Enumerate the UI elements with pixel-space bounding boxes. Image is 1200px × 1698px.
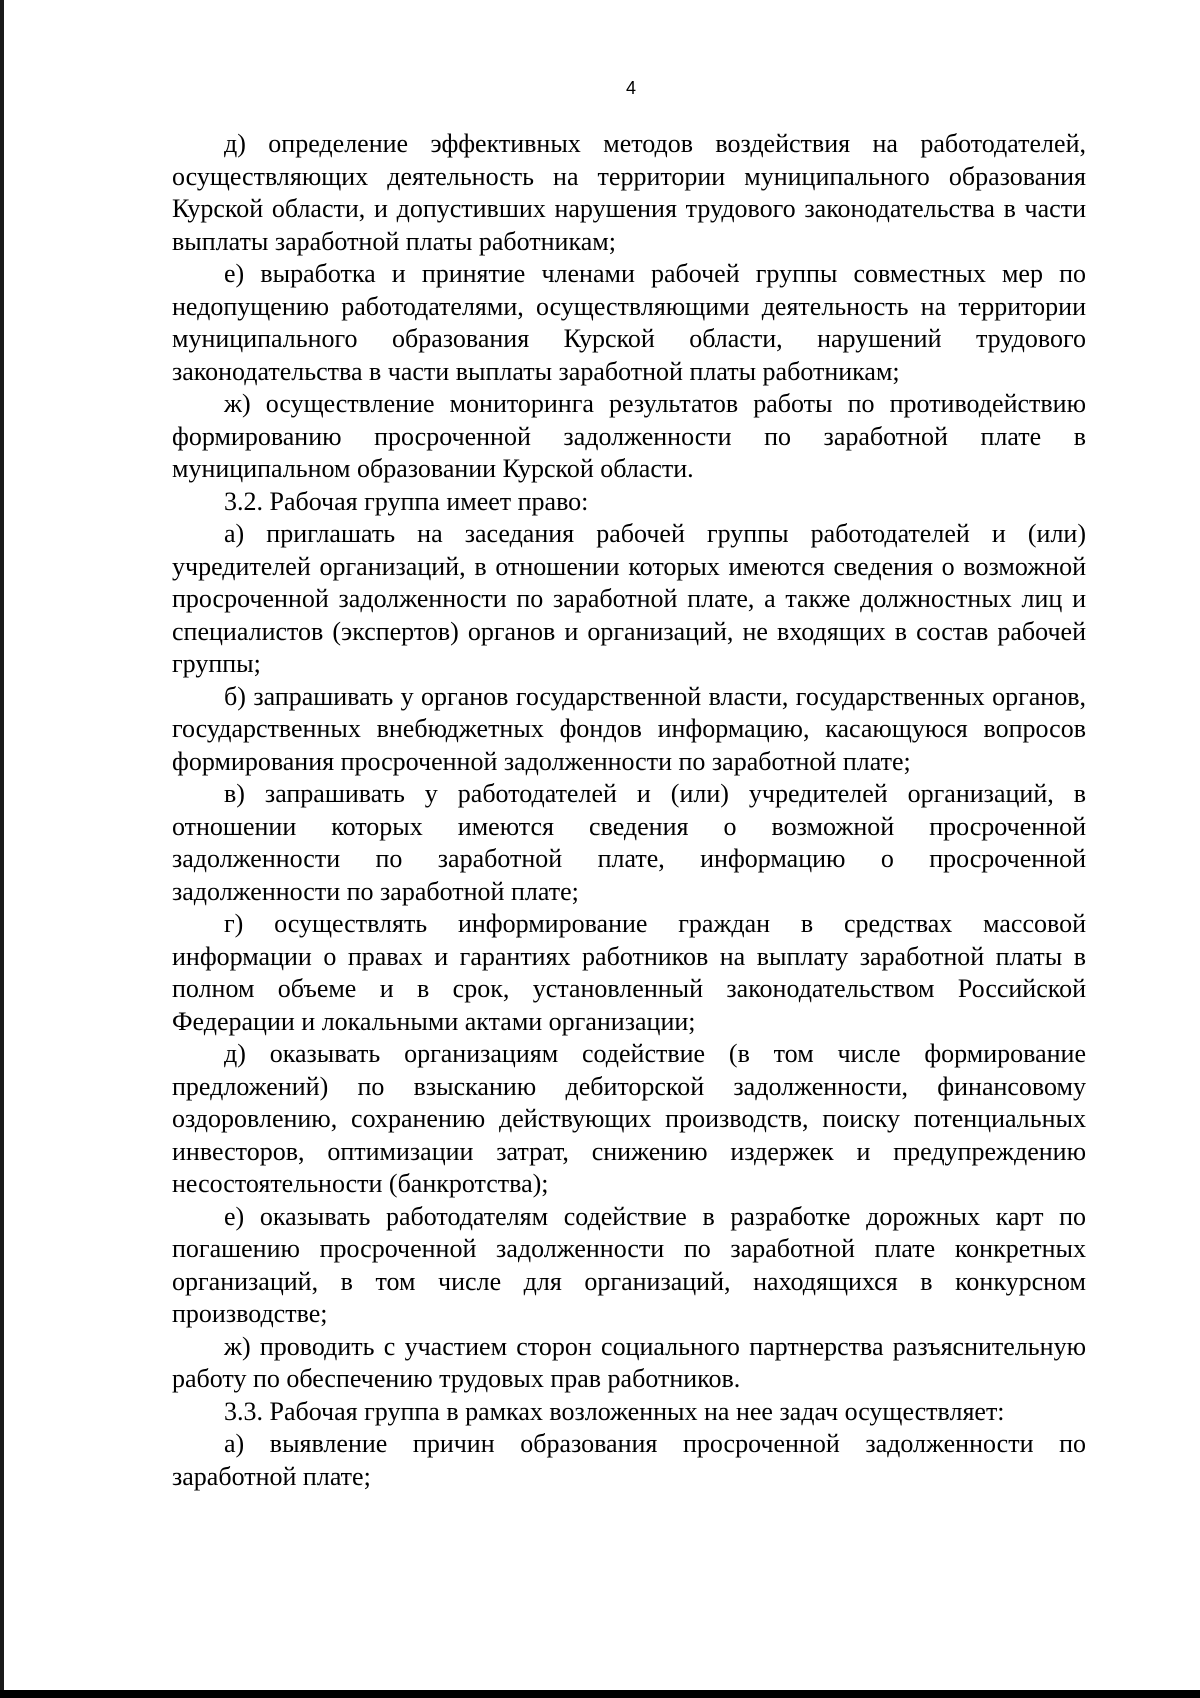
paragraph-v-request-employers: в) запрашивать у работодателей и (или) учредителей организаций, в отношении которых имеются сведения о возможной просроченной задолженности по заработной плате, информацию о просроченной задолженности по заработной плате; [172,779,1086,906]
paragraph-zh-monitoring: ж) осуществление мониторинга результатов работы по противодействию формированию просроченной задолженности по заработной плате в муниципальном образовании Курской области. [172,389,1086,483]
scan-edge-bottom [0,1690,1200,1698]
paragraph-e-measures: е) выработка и принятие членами рабочей группы совместных мер по недопущению работодателями, осуществляющими деятельность на территории муниципального образования Курской области, нарушений трудового законодательства в части выплаты заработной платы работникам; [172,259,1086,386]
paragraph-a-invite: а) приглашать на заседания рабочей группы работодателей и (или) учредителей организаций, в отношении которых имеются сведения о возможной просроченной задолженности по заработной плате, а также должностных лиц и специалистов (экспертов) органов и организаций, не входящих в состав рабочей группы; [172,519,1086,678]
paragraph-a-identify-causes: а) выявление причин образования просроченной задолженности по заработной плате; [172,1429,1086,1491]
paragraph-zh-explanatory-work: ж) проводить с участием сторон социального партнерства разъяснительную работу по обеспечению трудовых прав работников. [172,1331,1086,1393]
paragraph-d-assist-organizations: д) оказывать организациям содействие (в том числе формирование предложений) по взысканию дебиторской задолженности, финансовому оздоровлению, сохранению действующих производств, поиску потенциальных инвесторов, оптимизации затрат, снижению издержек и предупреждению несостоятельности (банкротства); [172,1039,1086,1198]
page-number: 4 [625,78,636,98]
scan-edge-left [0,0,4,1698]
paragraph-g-inform-citizens: г) осуществлять информирование граждан в средствах массовой информации о правах и гарантиях работников на выплату заработной платы в полном объеме и в срок, установленный законодательством Российской Федерации и локальными актами организации; [172,909,1086,1036]
paragraph-e-roadmaps: е) оказывать работодателям содействие в разработке дорожных карт по погашению просроченной задолженности по заработной плате конкретных организаций, в том числе для организаций, находящихся в конкурсном производстве; [172,1201,1086,1328]
section-3-2-heading: 3.2. Рабочая группа имеет право: [224,486,589,516]
paragraph-d-methods: д) определение эффективных методов воздействия на работодателей, осуществляющих деятельность на территории муниципального образования Курской области, и допустивших нарушения трудового законодательства в части выплаты заработной платы работникам; [172,129,1086,256]
section-3-3-heading: 3.3. Рабочая группа в рамках возложенных на нее задач осуществляет: [224,1396,1005,1426]
paragraph-b-request-authorities: б) запрашивать у органов государственной власти, государственных органов, государственных внебюджетных фондов информацию, касающуюся вопросов формирования просроченной задолженности по заработной плате; [172,681,1086,776]
document-body [172,128,1086,1493]
